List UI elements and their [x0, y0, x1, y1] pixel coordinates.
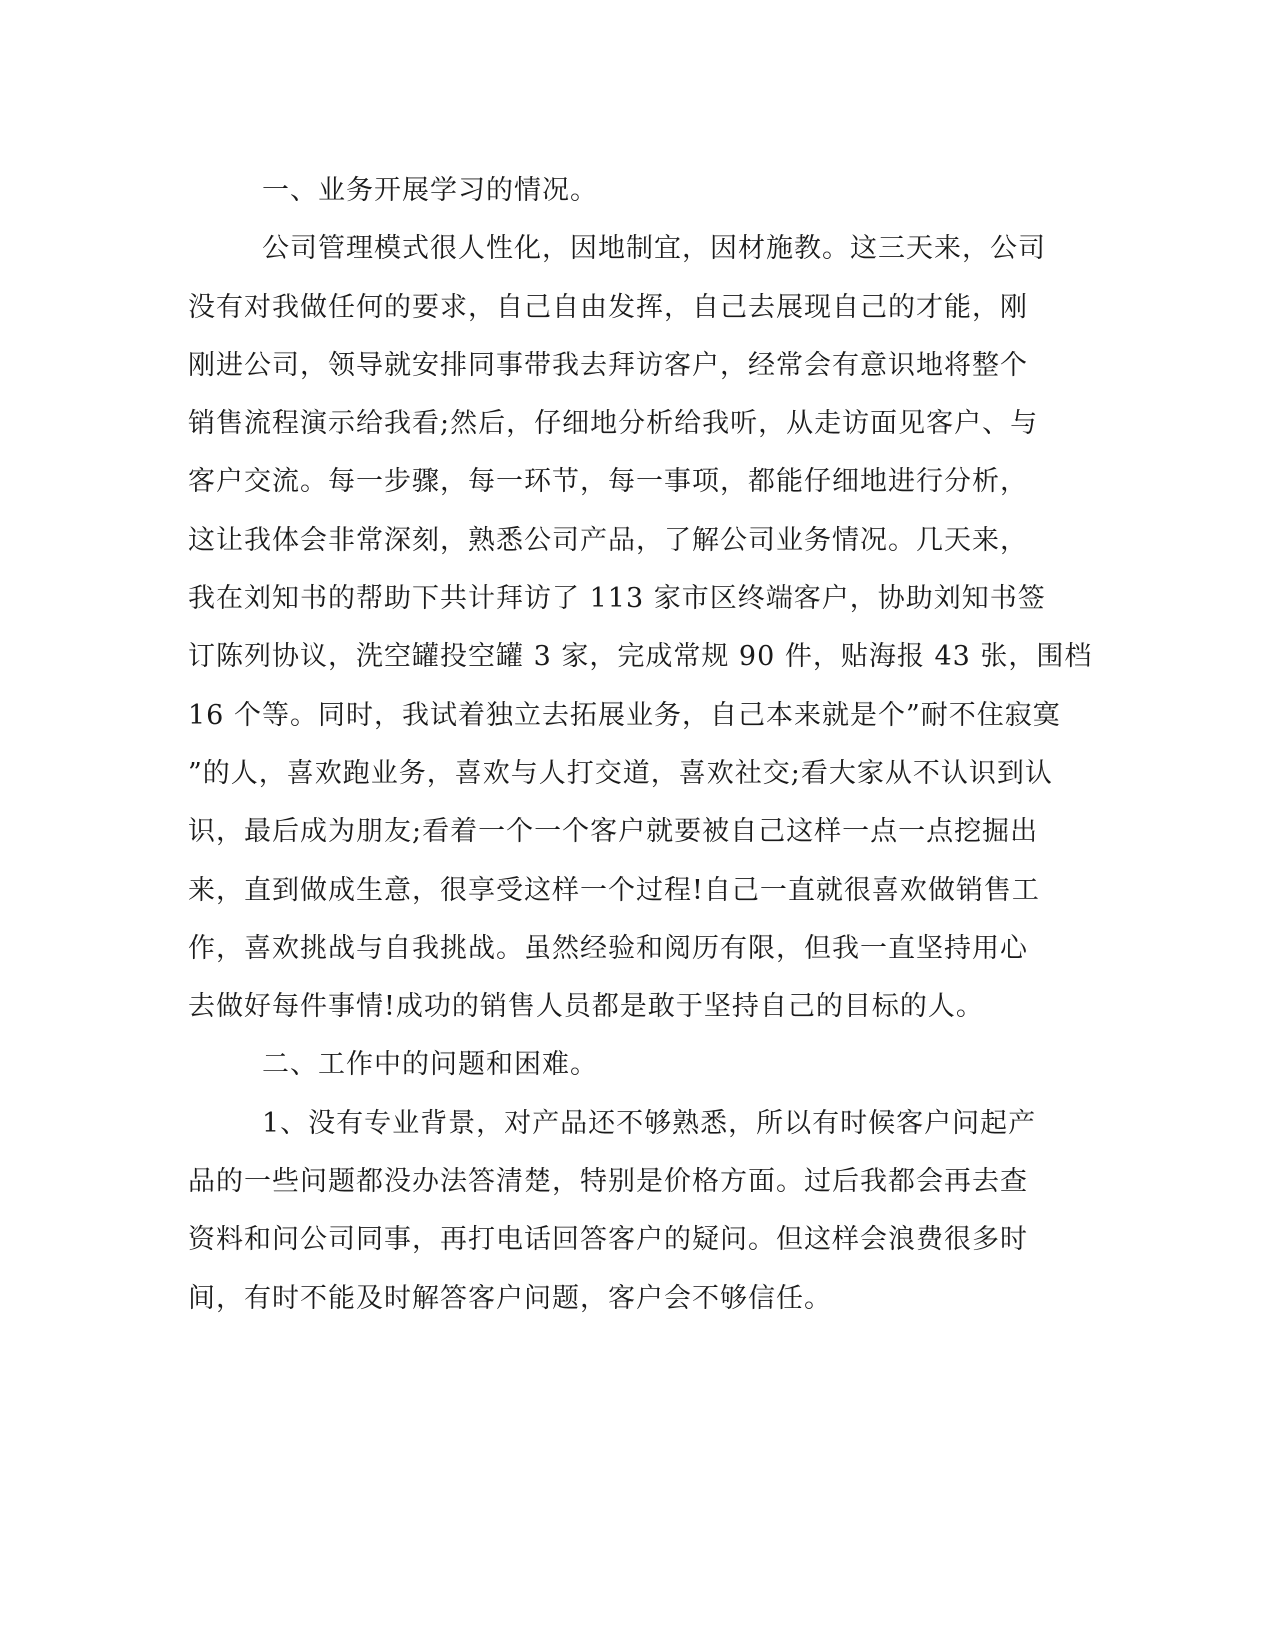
text-line: 间，有时不能及时解答客户问题，客户会不够信任。 — [188, 1282, 832, 1314]
text-line: 品的一些问题都没办法答清楚，特别是价格方面。过后我都会再去查 — [188, 1166, 1028, 1198]
text-line: 订陈列协议，洗空罐投空罐 3 家，完成常规 90 件，贴海报 43 张，围档 — [188, 641, 1093, 673]
text-line: 客户交流。每一步骤，每一环节，每一事项，都能仔细地进行分析， — [188, 466, 1028, 498]
text-line: 来，直到做成生意，很享受这样一个过程!自己一直就很喜欢做销售工 — [188, 874, 1040, 906]
text-line: 公司管理模式很人性化，因地制宜，因材施教。这三天来，公司 — [262, 233, 1046, 265]
document-body — [188, 162, 1093, 1328]
text-line: 一、业务开展学习的情况。 — [262, 175, 598, 206]
text-line: 1、没有专业背景，对产品还不够熟悉，所以有时候客户问起产 — [262, 1107, 1037, 1139]
text-line: 销售流程演示给我看;然后，仔细地分析给我听，从走访面见客户、与 — [188, 408, 1039, 440]
text-line: 去做好每件事情!成功的销售人员都是敢于坚持自己的目标的人。 — [188, 991, 984, 1023]
text-line: 二、工作中的问题和困难。 — [262, 1049, 598, 1081]
text-line: 我在刘知书的帮助下共计拜访了 113 家市区终端客户，协助刘知书签 — [188, 583, 1046, 615]
text-line: 没有对我做任何的要求，自己自由发挥，自己去展现自己的才能，刚 — [188, 291, 1028, 323]
text-line: 这让我体会非常深刻，熟悉公司产品，了解公司业务情况。几天来， — [188, 524, 1028, 556]
text-line: 资料和问公司同事，再打电话回答客户的疑问。但这样会浪费很多时 — [188, 1224, 1028, 1256]
text-line: 16 个等。同时，我试着独立去拓展业务，自己本来就是个”耐不住寂寞 — [188, 699, 1061, 731]
text-line: 识，最后成为朋友;看着一个一个客户就要被自己这样一点一点挖掘出 — [188, 816, 1039, 848]
text-line: 作，喜欢挑战与自我挑战。虽然经验和阅历有限，但我一直坚持用心 — [188, 932, 1028, 964]
text-line: 刚进公司，领导就安排同事带我去拜访客户，经常会有意识地将整个 — [188, 349, 1028, 381]
text-line: ”的人，喜欢跑业务，喜欢与人打交道，喜欢社交;看大家从不认识到认 — [188, 757, 1053, 789]
